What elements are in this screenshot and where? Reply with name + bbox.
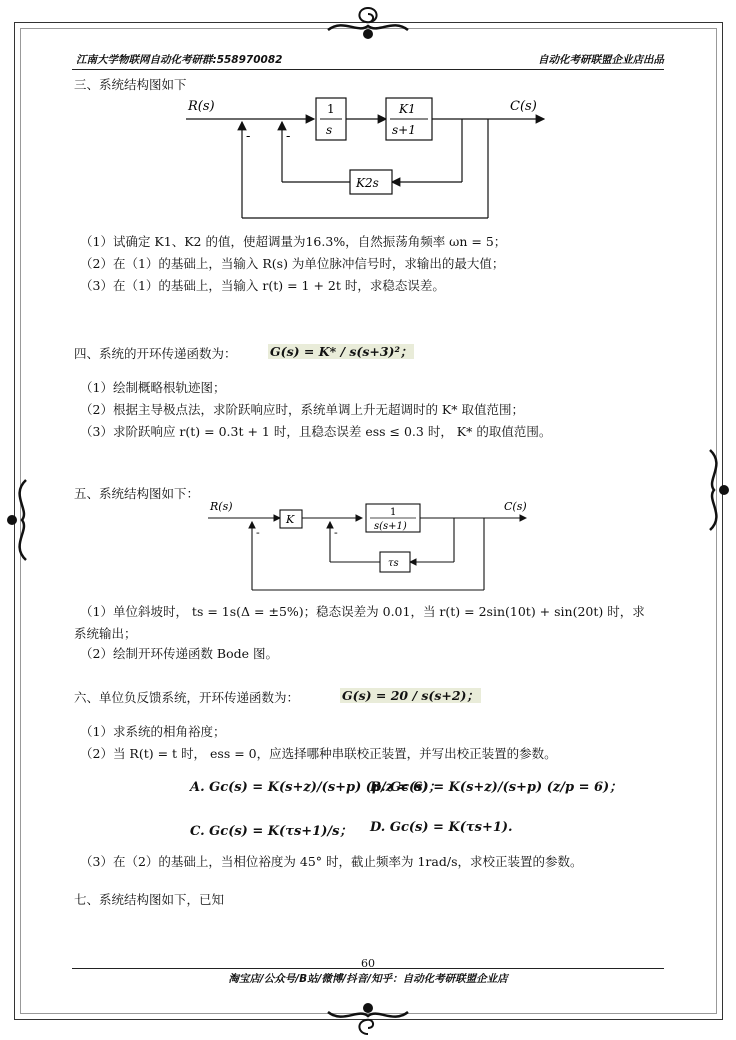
- q5-minus-2: -: [334, 526, 338, 539]
- header-divider: [72, 69, 664, 70]
- q5-feedback-label: τs: [388, 558, 399, 569]
- q5-forward-num: 1: [390, 507, 397, 518]
- page-number: 60: [361, 957, 375, 970]
- right-ornament: [696, 440, 736, 540]
- q3-minus-2: -: [286, 129, 291, 144]
- q7-title: 七、系统结构图如下，已知: [74, 892, 225, 907]
- q3-block-diagram: [186, 92, 556, 222]
- page-footer: 淘宝店/公众号/B站/微博/抖音/知乎：自动化考研联盟企业店: [228, 973, 508, 985]
- q6-formula-text: G(s) = 20 / s(s+2)；: [342, 688, 479, 703]
- q6-option-a: A. Gc(s) = K(s+z)/(s+p) (p/z = 6)；: [190, 780, 442, 795]
- q5-item-2: （2）绘制开环传递函数 Bode 图。: [80, 646, 279, 661]
- q6-item-3: （3）在（2）的基础上，当相位裕度为 45° 时，截止频率为 1rad/s，求校正装置的参数。: [80, 854, 583, 869]
- q4-item-3: （3）求阶跃响应 r(t) = 0.3t + 1 时，且稳态误差 ess ≤ 0.3 时， K* 的取值范围。: [80, 424, 552, 439]
- q3-block1-num: 1: [327, 102, 335, 116]
- q5-title: 五、系统结构图如下：: [74, 486, 200, 501]
- header-left: 江南大学物联网自动化考研群:558970082: [76, 54, 283, 66]
- left-ornament: [0, 470, 40, 570]
- q5-block-diagram: [208, 500, 538, 596]
- q3-feedback-label: K2s: [356, 176, 379, 190]
- q3-minus-1: -: [246, 129, 251, 144]
- q3-item-3: （3）在（1）的基础上，当输入 r(t) = 1 + 2t 时，求稳态误差。: [80, 278, 445, 293]
- q5-gain-label: K: [286, 513, 295, 526]
- q6-option-c: C. Gc(s) = K(τs+1)/s；: [190, 824, 353, 839]
- q3-item-1: （1）试确定 K1、K2 的值，使超调量为16.3%，自然振荡角频率 ωn = 5；: [80, 234, 507, 249]
- q5-item-1: （1）单位斜坡时， ts = 1s(Δ = ±5%)；稳态误差为 0.01，当 r(t) = 2sin(10t) + sin(20t) 时，求: [80, 604, 645, 619]
- q5-forward-den: s(s+1): [374, 521, 407, 532]
- q3-item-2: （2）在（1）的基础上，当输入 R(s) 为单位脉冲信号时，求输出的最大值；: [80, 256, 505, 271]
- header-right: 自动化考研联盟企业店出品: [538, 54, 664, 66]
- q6-item-2: （2）当 R(t) = t 时， ess = 0，应选择哪种串联校正装置，并写出校正装置的参数。: [80, 746, 557, 761]
- q3-block1-den: s: [326, 123, 333, 137]
- top-ornament: [318, 4, 418, 44]
- q6-formula: [340, 686, 481, 704]
- q3-block2-den: s+1: [392, 123, 416, 137]
- footer-divider: [72, 968, 664, 969]
- q3-input-label: R(s): [188, 99, 215, 114]
- q6-option-d: D. Gc(s) = K(τs+1).: [370, 820, 513, 835]
- q6-title: 六、单位负反馈系统，开环传递函数为：: [74, 690, 300, 705]
- q4-item-2: （2）根据主导极点法，求阶跃响应时，系统单调上升无超调时的 K* 取值范围；: [80, 402, 524, 417]
- q3-block2-num: K1: [399, 102, 416, 116]
- q4-formula: [268, 342, 414, 360]
- q5-output-label: C(s): [504, 500, 527, 513]
- q5-minus-1: -: [256, 526, 260, 539]
- q3-output-label: C(s): [510, 99, 537, 114]
- q6-item-1: （1）求系统的相角裕度；: [80, 724, 226, 739]
- q4-item-1: （1）绘制概略根轨迹图；: [80, 380, 226, 395]
- q5-item-1-cont: 系统输出；: [74, 626, 137, 641]
- q4-title: 四、系统的开环传递函数为：: [74, 346, 237, 361]
- bottom-ornament: [318, 998, 418, 1038]
- q5-input-label: R(s): [210, 500, 233, 513]
- q4-formula-text: G(s) = K* / s(s+3)²；: [270, 344, 413, 359]
- q6-option-b: B. Gc(s) = K(s+z)/(s+p) (z/p = 6)；: [370, 780, 623, 795]
- q3-title: 三、系统结构图如下: [74, 77, 187, 92]
